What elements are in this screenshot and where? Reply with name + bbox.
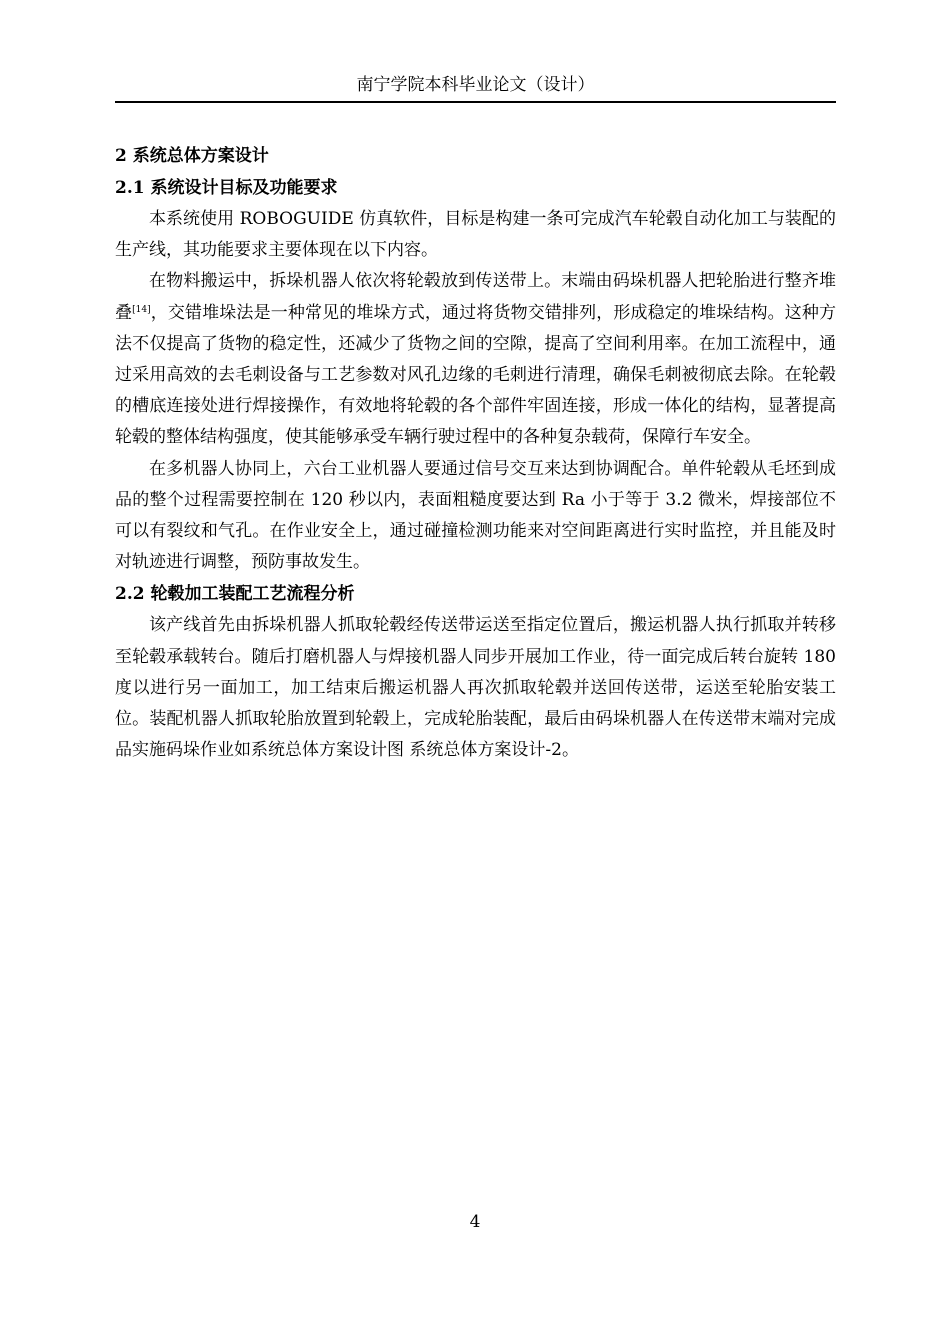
paragraph-2-2-process: 该产线首先由拆垛机器人抓取轮毂经传送带运送至指定位置后，搬运机器人执行抓取并转移至轮毂承载转台。随后打磨机器人与焊接机器人同步开展加工作业，待一面完成后转台旋转 180 度以进行另一面加工，加工结束后搬运机器人再次抓取轮毂并送回传送带，运送至轮胎安装工位。装配机器人抓取轮胎放置到轮毂上，完成轮胎装配，最后由码垛机器人在传送带末端对完成品实施码垛作业如系统总体方案设计图 系统总体方案设计-2。: [115, 615, 836, 761]
section-heading: 2 系统总体方案设计: [115, 146, 269, 166]
subsection-heading-2-1: 2.1 系统设计目标及功能要求: [115, 178, 338, 198]
paragraph-text: ，交错堆垛法是一种常见的堆垛方式，通过将货物交错排列，形成稳定的堆垛结构。这种方法不仅提高了货物的稳定性，还减少了货物之间的空隙，提高了空间利用率。在加工流程中，通过采用高效的去毛刺设备与工艺参数对风孔边缘的毛刺进行清理，确保毛刺被彻底去除。在轮毂的槽底连接处进行焊接操作，有效地将轮毂的各个部件牢固连接，形成一体化的结构，显著提高轮毂的整体结构强度，使其能够承受车辆行驶过程中的各种复杂载荷，保障行车安全。: [115, 302, 837, 448]
paragraph-2-1-multi-robot: 在多机器人协同上，六台工业机器人要通过信号交互来达到协调配合。单件轮毂从毛坯到成品的整个过程需要控制在 120 秒以内，表面粗糙度要达到 Ra 小于等于 3.2 微米，焊接部位不可以有裂纹和气孔。在作业安全上，通过碰撞检测功能来对空间距离进行实时监控，并且能及时对轨迹进行调整，预防事故发生。: [115, 458, 836, 573]
paragraph-text: 在物料搬运中，拆垛机器人依次将轮毂放到传送带上。末端由码垛机器人把轮胎进行整齐堆叠: [115, 271, 836, 323]
page-number: 4: [469, 1212, 481, 1232]
subsection-heading-2-2: 2.2 轮毂加工装配工艺流程分析: [115, 584, 355, 605]
header-rule: [115, 101, 836, 103]
page-content: [115, 140, 836, 766]
paragraph-2-1-intro: 本系统使用 ROBOGUIDE 仿真软件，目标是构建一条可完成汽车轮毂自动化加工与装配的生产线，其功能要求主要体现在以下内容。: [115, 209, 836, 261]
page-header: 南宁学院本科毕业论文（设计）: [356, 75, 595, 95]
paragraph-2-1-material-handling: [115, 266, 836, 453]
citation-marker: [14]: [132, 304, 151, 315]
